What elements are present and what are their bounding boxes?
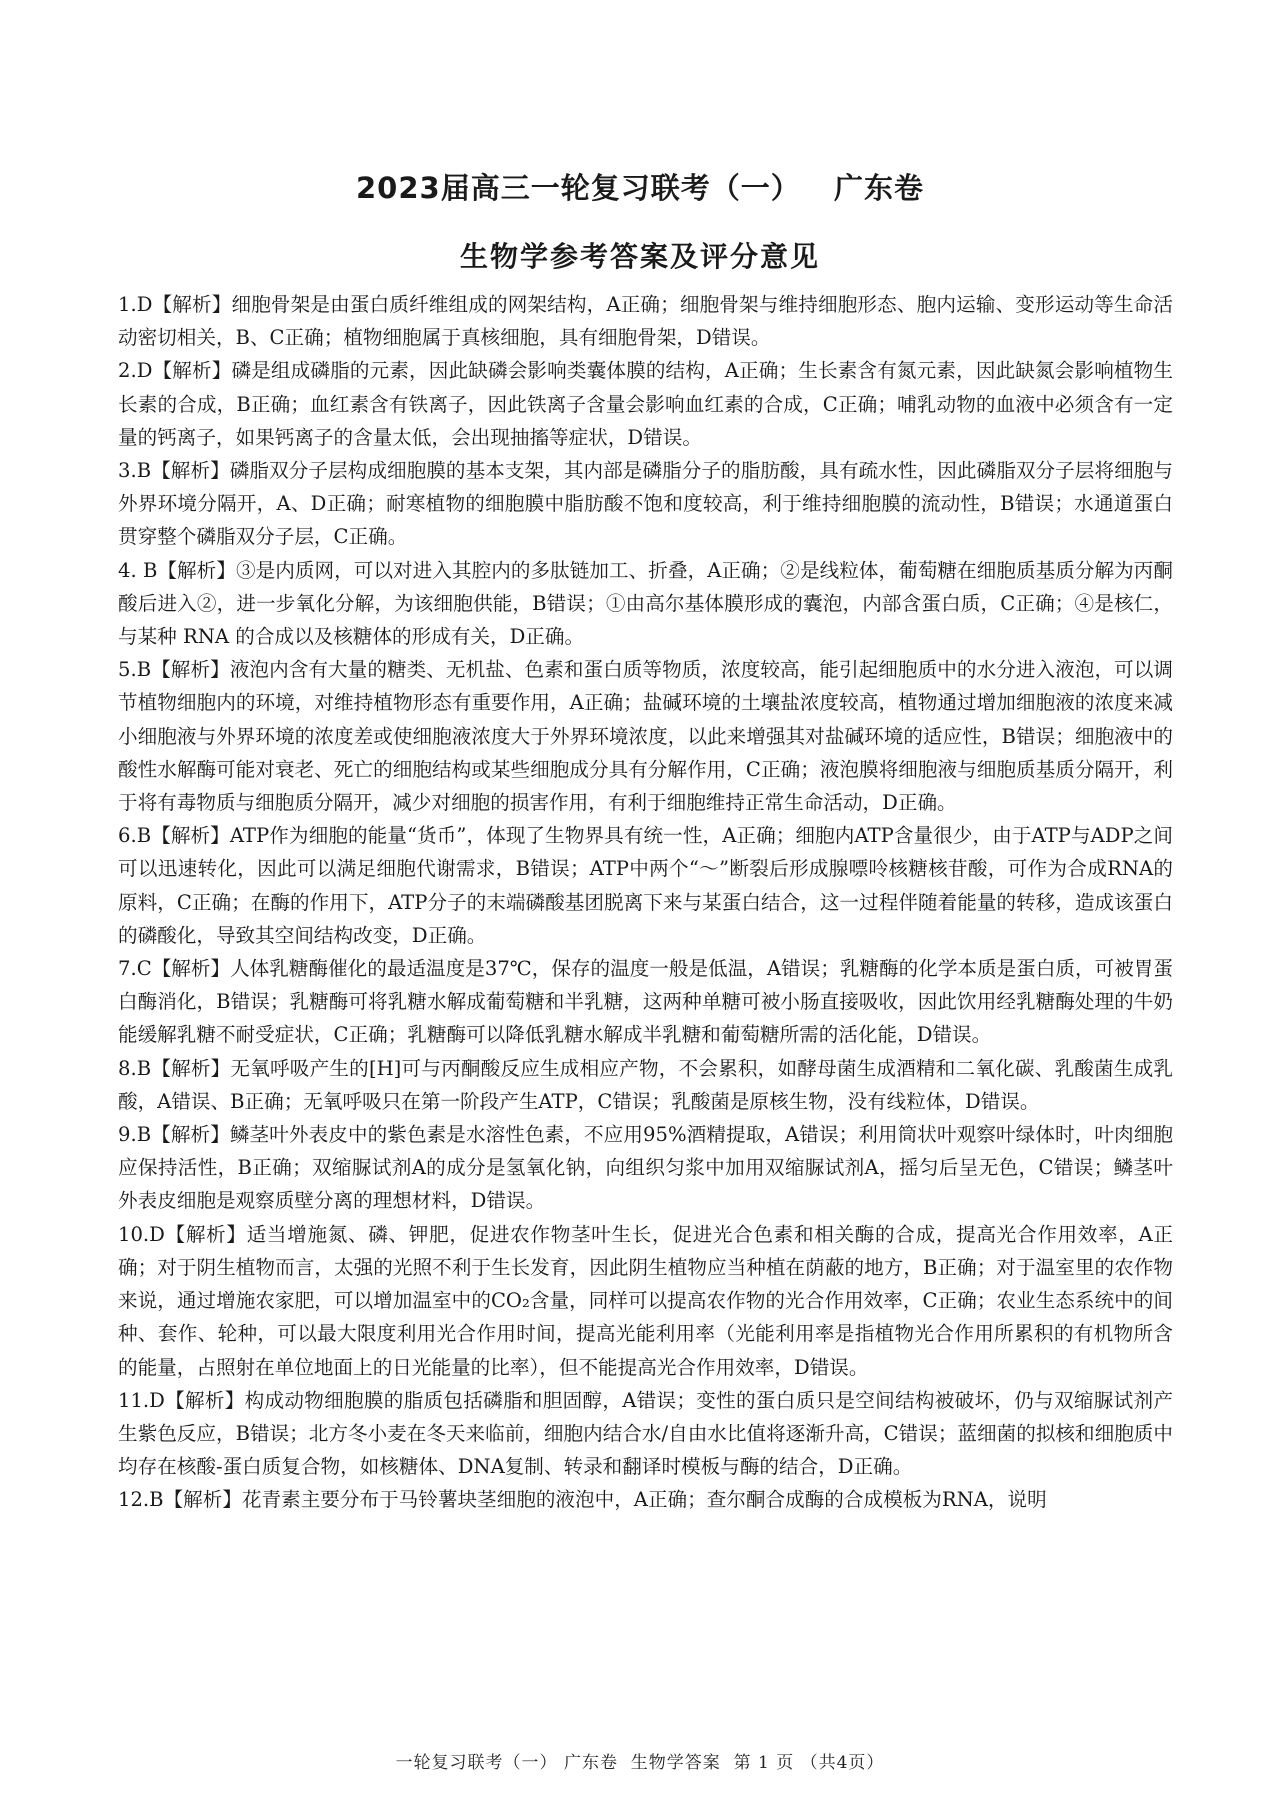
answer-item-10: 10.D【解析】适当增施氮、磷、钾肥，促进农作物茎叶生长，促进光合色素和相关酶的合成，提高光合作用效率，A正确；对于阴生植物而言，太强的光照不利于生长发育，因此阴生植物应当种植在荫蔽的地方，B正确；对于温室里的农作物来说，通过增施农家肥，可以增加温室中的CO₂含量，同样可以提高农作物的光合作用效率，C正确；农业生态系统中的间种、套作、轮种，可以最大限度利用光合作用时间，提高光能利用率（光能利用率是指植物光合作用所累积的有机物所含的能量，占照射在单位地面上的日光能量的比率），但不能提高光合作用效率，D错误。 xyxy=(118,1222,1173,1379)
answer-item-5: 5.B【解析】液泡内含有大量的糖类、无机盐、色素和蛋白质等物质，浓度较高，能引起细胞质中的水分进入液泡，可以调节植物细胞内的环境，对维持植物形态有重要作用，A正确；盐碱环境的土壤盐浓度较高，植物通过增加细胞液的浓度来减小细胞液与外界环境的浓度差或使细胞液浓度大于外界环境浓度，以此来增强其对盐碱环境的适应性，B错误；细胞液中的酸性水解酶可能对衰老、死亡的细胞结构或某些细胞成分具有分解作用，C正确；液泡膜将细胞液与细胞质基质分隔开，利于将有毒物质与细胞质分隔开，减少对细胞的损害作用，有利于细胞维持正常生命活动，D正确。 xyxy=(118,658,1173,815)
answer-item-7: 7.C【解析】人体乳糖酶催化的最适温度是37℃，保存的温度一般是低温，A错误；乳糖酶的化学本质是蛋白质，可被胃蛋白酶消化，B错误；乳糖酶可将乳糖水解成葡萄糖和半乳糖，这两种单糖可被小肠直接吸收，因此饮用经乳糖酶处理的牛奶能缓解乳糖不耐受症状，C正确；乳糖酶可以降低乳糖水解成半乳糖和葡萄糖所需的活化能，D错误。 xyxy=(118,957,1173,1047)
answer-item-8: 8.B【解析】无氧呼吸产生的[H]可与丙酮酸反应生成相应产物，不会累积，如酵母菌生成酒精和二氧化碳、乳酸菌生成乳酸，A错误、B正确；无氧呼吸只在第一阶段产生ATP，C错误；乳酸菌是原核生物，没有线粒体，D错误。 xyxy=(118,1056,1173,1113)
answer-item-1: 1.D【解析】细胞骨架是由蛋白质纤维组成的网架结构，A正确；细胞骨架与维持细胞形态、胞内运输、变形运动等生命活动密切相关，B、C正确；植物细胞属于真核细胞，具有细胞骨架，D错误。 xyxy=(118,293,1173,350)
answer-item-9: 9.B【解析】鳞茎叶外表皮中的紫色素是水溶性色素，不应用95%酒精提取，A错误；利用筒状叶观察叶绿体时，叶肉细胞应保持活性，B正确；双缩脲试剂A的成分是氢氧化钠，向组织匀浆中加用双缩脲试剂A，摇匀后呈无色，C错误；鳞茎叶外表皮细胞是观察质壁分离的理想材料，D错误。 xyxy=(118,1123,1173,1213)
answer-list xyxy=(118,288,1173,1517)
answer-item-6: 6.B【解析】ATP作为细胞的能量“货币”，体现了生物界具有统一性，A正确；细胞内ATP含量很少，由于ATP与ADP之间可以迅速转化，因此可以满足细胞代谢需求，B错误；ATP中两个“～”断裂后形成腺嘌呤核糖核苷酸，可作为合成RNA的原料，C正确；在酶的作用下，ATP分子的末端磷酸基团脱离下来与某蛋白结合，这一过程伴随着能量的转移，造成该蛋白的磷酸化，导致其空间结构改变，D正确。 xyxy=(118,824,1173,947)
answer-item-11: 11.D【解析】构成动物细胞膜的脂质包括磷脂和胆固醇，A错误；变性的蛋白质只是空间结构被破坏，仍与双缩脲试剂产生紫色反应，B错误；北方冬小麦在冬天来临前，细胞内结合水/自由水比值将逐渐升高，C错误；蓝细菌的拟核和细胞质中均存在核酸-蛋白质复合物，如核糖体、DNA复制、转录和翻译时模板与酶的结合，D正确。 xyxy=(118,1388,1173,1479)
document-subtitle: 生物学参考答案及评分意见 xyxy=(459,240,820,273)
answer-item-4: 4. B【解析】③是内质网，可以对进入其腔内的多肽链加工、折叠，A正确；②是线粒体，葡萄糖在细胞质基质分解为丙酮酸后进入②，进一步氧化分解，为该细胞供能，B错误；①由高尔基体膜形成的囊泡，内部含蛋白质，C正确；④是核仁，与某种 RNA 的合成以及核糖体的形成有关，D正确。 xyxy=(118,558,1173,649)
answer-item-2: 2.D【解析】磷是组成磷脂的元素，因此缺磷会影响类囊体膜的结构，A正确；生长素含有氮元素，因此缺氮会影响植物生长素的合成，B正确；血红素含有铁离子，因此铁离子含量会影响血红素的合成，C正确；哺乳动物的血液中必须含有一定量的钙离子，如果钙离子的含量太低，会出现抽搐等症状，D错误。 xyxy=(118,359,1173,449)
document-title: 2023届高三一轮复习联考（一） 广东卷 xyxy=(355,171,924,205)
page-footer: 一轮复习联考（一） 广东卷 生物学答案 第 1 页 （共4页） xyxy=(395,1753,885,1773)
answer-item-3: 3.B【解析】磷脂双分子层构成细胞膜的基本支架，其内部是磷脂分子的脂肪酸，具有疏水性，因此磷脂双分子层将细胞与外界环境分隔开，A、D正确；耐寒植物的细胞膜中脂肪酸不饱和度较高，利于维持细胞膜的流动性，B错误；水通道蛋白贯穿整个磷脂双分子层，C正确。 xyxy=(118,459,1173,549)
answer-item-12: 12.B【解析】花青素主要分布于马铃薯块茎细胞的液泡中，A正确；查尔酮合成酶的合成模板为RNA，说明 xyxy=(118,1488,1047,1512)
